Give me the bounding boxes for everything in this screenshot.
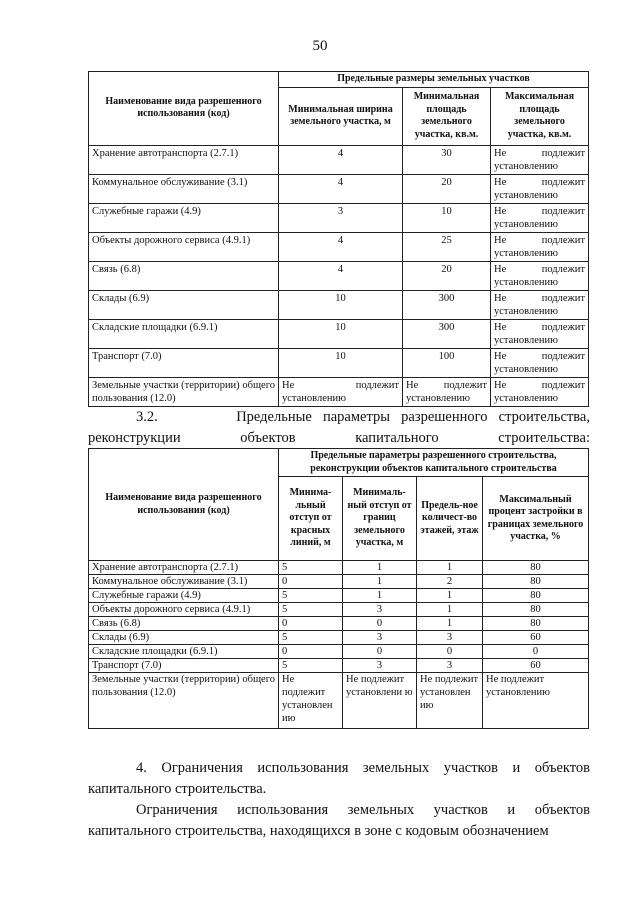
table2-cell-red-line: 5 <box>279 589 343 603</box>
table2-header-coverage: Максимальный процент застройки в границах земельного участка, % <box>483 477 589 561</box>
table2-cell-red-line: 5 <box>279 561 343 575</box>
table2-cell-boundary: 3 <box>343 659 417 673</box>
table-row <box>89 290 589 319</box>
table-row <box>89 561 589 575</box>
table-row <box>89 377 589 406</box>
table1-cell-width: 10 <box>279 319 403 348</box>
table1-cell-name: Земельные участки (территории) общего пользования (12.0) <box>89 377 279 406</box>
table2-cell-red-line: 5 <box>279 659 343 673</box>
table1-cell-min-area: Не подлежит установлению <box>403 377 491 406</box>
table2-cell-coverage: Не подлежит установлению <box>483 673 589 729</box>
table2-cell-boundary: 0 <box>343 645 417 659</box>
page-number: 50 <box>312 38 328 54</box>
table2-cell-coverage: 80 <box>483 617 589 631</box>
table1-cell-name: Коммунальное обслуживание (3.1) <box>89 174 279 203</box>
table2-cell-floors: 1 <box>417 617 483 631</box>
table2-cell-name: Коммунальное обслуживание (3.1) <box>89 575 279 589</box>
table1-cell-min-area: 30 <box>403 145 491 174</box>
table1-cell-width: 4 <box>279 261 403 290</box>
table1-cell-name: Склады (6.9) <box>89 290 279 319</box>
table1-cell-min-area: 300 <box>403 290 491 319</box>
table1-cell-name: Объекты дорожного сервиса (4.9.1) <box>89 232 279 261</box>
table1-cell-width: 4 <box>279 145 403 174</box>
table-row <box>89 645 589 659</box>
table2-cell-boundary: 0 <box>343 617 417 631</box>
table2-cell-red-line: 0 <box>279 645 343 659</box>
table-row <box>89 174 589 203</box>
table2-cell-red-line: 5 <box>279 631 343 645</box>
table2-cell-coverage: 80 <box>483 561 589 575</box>
table1-cell-width: 10 <box>279 290 403 319</box>
table1-cell-name: Служебные гаражи (4.9) <box>89 203 279 232</box>
table1-header-width: Минимальная ширина земельного участка, м <box>279 87 403 145</box>
table2-header-group: Предельные параметры разрешенного строительства, реконструкции объектов капитального строительства <box>279 449 589 477</box>
table1-header-name: Наименование вида разрешенного использования (код) <box>89 72 279 146</box>
section-4-paragraph: Ограничения использования земельных участков и объектов капитального строительства, находящихся в зоне с кодовым обозначением <box>88 802 590 839</box>
table1-cell-min-area: 10 <box>403 203 491 232</box>
table2-cell-name: Объекты дорожного сервиса (4.9.1) <box>89 603 279 617</box>
table2-cell-boundary: 1 <box>343 575 417 589</box>
table-row <box>89 232 589 261</box>
table2-cell-floors: 1 <box>417 561 483 575</box>
table2-cell-boundary: 3 <box>343 631 417 645</box>
table2-cell-red-line: 0 <box>279 575 343 589</box>
table2-cell-coverage: 80 <box>483 589 589 603</box>
table1-cell-max-area: Не подлежит установлению <box>491 261 589 290</box>
table-row <box>89 145 589 174</box>
table1-cell-max-area: Не подлежит установлению <box>491 290 589 319</box>
table1-cell-max-area: Не подлежит установлению <box>491 232 589 261</box>
table2-cell-boundary: 1 <box>343 561 417 575</box>
table2-cell-name: Транспорт (7.0) <box>89 659 279 673</box>
table-row <box>89 603 589 617</box>
table2-cell-coverage: 60 <box>483 659 589 673</box>
table2-cell-floors: 1 <box>417 603 483 617</box>
table1-cell-name: Транспорт (7.0) <box>89 348 279 377</box>
table2-cell-coverage: 80 <box>483 603 589 617</box>
table2-cell-floors: 0 <box>417 645 483 659</box>
table2-cell-floors: 2 <box>417 575 483 589</box>
section-3-2-number: 3.2. <box>136 409 158 425</box>
land-plot-size-table <box>88 71 589 407</box>
table-row <box>89 203 589 232</box>
table2-header-name: Наименование вида разрешенного использования (код) <box>89 449 279 561</box>
table2-cell-red-line: Не подлежит установлен ию <box>279 673 343 729</box>
table-row <box>89 261 589 290</box>
table2-header-red-line-setback: Минима-льный отступ от красных линий, м <box>279 477 343 561</box>
table2-cell-name: Служебные гаражи (4.9) <box>89 589 279 603</box>
table2-header-floors: Предель-ное количест-во этажей, этаж <box>417 477 483 561</box>
table1-cell-min-area: 20 <box>403 174 491 203</box>
table1-cell-width: 3 <box>279 203 403 232</box>
table2-cell-floors: 3 <box>417 631 483 645</box>
table2-cell-name: Земельные участки (территории) общего пользования (12.0) <box>89 673 279 729</box>
table2-cell-floors: 1 <box>417 589 483 603</box>
table1-header-max-area: Максимальная площадь земельного участка, кв.м. <box>491 87 589 145</box>
table2-cell-boundary: 1 <box>343 589 417 603</box>
table2-cell-coverage: 0 <box>483 645 589 659</box>
table2-cell-coverage: 80 <box>483 575 589 589</box>
table2-cell-name: Складские площадки (6.9.1) <box>89 645 279 659</box>
table1-cell-max-area: Не подлежит установлению <box>491 174 589 203</box>
table1-cell-name: Складские площадки (6.9.1) <box>89 319 279 348</box>
table1-cell-width: 10 <box>279 348 403 377</box>
table1-cell-width: 4 <box>279 174 403 203</box>
table2-cell-boundary: Не подлежит установлени ю <box>343 673 417 729</box>
table1-cell-max-area: Не подлежит установлению <box>491 319 589 348</box>
section-3-2-paragraph <box>88 407 590 449</box>
table2-cell-coverage: 60 <box>483 631 589 645</box>
table1-cell-width: 4 <box>279 232 403 261</box>
table2-header-boundary-setback: Минималь-ный отступ от границ земельного участка, м <box>343 477 417 561</box>
table1-cell-name: Связь (6.8) <box>89 261 279 290</box>
table-row <box>89 348 589 377</box>
section-3-2-text: Предельные параметры разрешенного строительства, реконструкции объектов капитального строительства: <box>88 409 590 446</box>
table2-cell-red-line: 5 <box>279 603 343 617</box>
table2-cell-name: Склады (6.9) <box>89 631 279 645</box>
table1-cell-min-area: 300 <box>403 319 491 348</box>
table2-cell-boundary: 3 <box>343 603 417 617</box>
table-row <box>89 659 589 673</box>
table1-cell-max-area: Не подлежит установлению <box>491 145 589 174</box>
table1-header-min-area: Минимальная площадь земельного участка, кв.м. <box>403 87 491 145</box>
table1-cell-min-area: 25 <box>403 232 491 261</box>
table1-cell-width: Не подлежит установлению <box>279 377 403 406</box>
table-row <box>89 575 589 589</box>
table2-cell-floors: 3 <box>417 659 483 673</box>
table1-header-group: Предельные размеры земельных участков <box>279 72 589 88</box>
table-row <box>89 319 589 348</box>
table2-cell-name: Хранение автотранспорта (2.7.1) <box>89 561 279 575</box>
table1-cell-min-area: 20 <box>403 261 491 290</box>
table2-cell-floors: Не подлежит установлен ию <box>417 673 483 729</box>
table1-cell-max-area: Не подлежит установлению <box>491 377 589 406</box>
table-row <box>89 617 589 631</box>
table1-cell-min-area: 100 <box>403 348 491 377</box>
table2-cell-name: Связь (6.8) <box>89 617 279 631</box>
table2-cell-red-line: 0 <box>279 617 343 631</box>
section-4-heading: 4. Ограничения использования земельных участков и объектов капитального строительства. <box>88 760 590 797</box>
construction-parameters-table <box>88 448 589 729</box>
table-row <box>89 673 589 729</box>
table-row <box>89 589 589 603</box>
table1-cell-max-area: Не подлежит установлению <box>491 203 589 232</box>
table1-cell-name: Хранение автотранспорта (2.7.1) <box>89 145 279 174</box>
table-row <box>89 631 589 645</box>
table1-cell-max-area: Не подлежит установлению <box>491 348 589 377</box>
